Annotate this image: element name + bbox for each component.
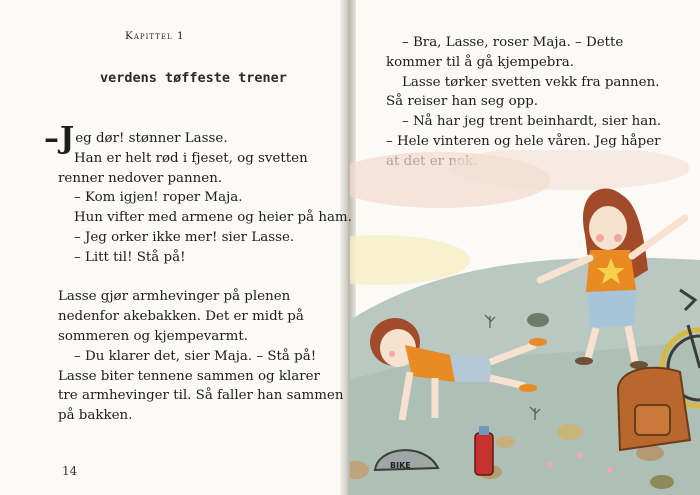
chapter-title: verdens tøffeste trener xyxy=(100,70,287,86)
text-line: Så reiser han seg opp. xyxy=(386,94,539,110)
text-line: – Du klarer det, sier Maja. – Stå på! xyxy=(74,348,317,364)
left-page-text xyxy=(44,121,352,426)
dropcap-dash: – xyxy=(44,121,59,156)
illustration xyxy=(350,150,700,495)
stone xyxy=(495,436,515,448)
dropcap-letter: J xyxy=(60,121,75,156)
text-line: på bakken. xyxy=(58,408,133,424)
text-line: Lasse gjør armhevinger på plenen xyxy=(58,289,291,305)
chapter-label: Kapittel 1 xyxy=(125,30,185,42)
text-line: – Bra, Lasse, roser Maja. – Dette xyxy=(402,35,624,50)
text-line: Han er helt rød i fjeset, og svetten xyxy=(74,150,308,166)
text-line: Lasse tørker svetten vekk fra pannen. xyxy=(402,74,660,90)
helmet-label: BIKE xyxy=(390,461,411,470)
text-line: tre armhevinger til. Så faller han sammen xyxy=(58,388,344,404)
text-line: – Hele vinteren og hele våren. Jeg håper xyxy=(386,133,661,149)
stone xyxy=(527,313,549,327)
text-line: nedenfor akebakken. Det er midt på xyxy=(58,309,304,325)
blank-line xyxy=(58,268,352,288)
text-line: sommeren og kjempevarmt. xyxy=(58,328,249,344)
page-number: 14 xyxy=(62,464,78,478)
text-line: – Kom igjen! roper Maja. xyxy=(74,190,243,206)
text-line: – Jeg orker ikke mer! sier Lasse. xyxy=(74,229,295,245)
first-line-rest: eg dør! stønner Lasse. xyxy=(75,131,228,146)
text-line: kommer til å gå kjempebra. xyxy=(386,54,575,70)
water-bottle xyxy=(475,426,493,475)
stone xyxy=(557,424,583,440)
text-line: – Litt til! Stå på! xyxy=(74,249,186,265)
text-line: Hun vifter med armene og heier på ham. xyxy=(74,210,352,226)
text-line: Lasse biter tennene sammen og klarer xyxy=(58,368,320,384)
text-line: renner nedover pannen. xyxy=(58,170,223,186)
backpack xyxy=(618,368,690,450)
stone xyxy=(650,475,674,489)
text-line: – Nå har jeg trent beinhardt, sier han. xyxy=(402,114,662,130)
text-line xyxy=(44,121,352,156)
